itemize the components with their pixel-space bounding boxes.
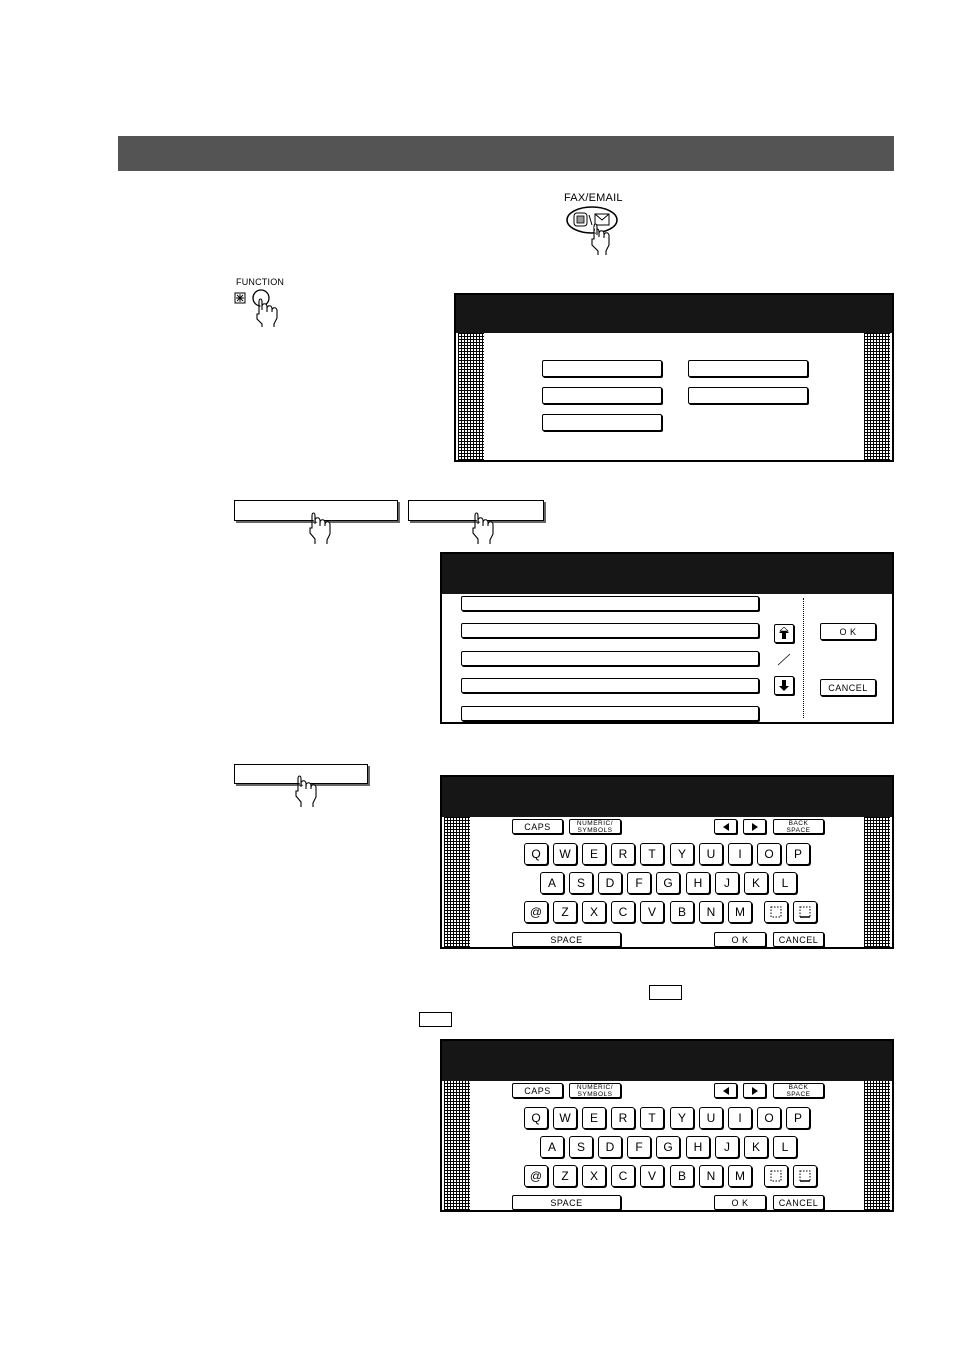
key-x[interactable]: X xyxy=(582,1165,606,1187)
key-p[interactable]: P xyxy=(786,843,810,865)
numeric-label: NUMERIC/ xyxy=(576,1083,614,1091)
key-o[interactable]: O xyxy=(757,843,781,865)
divider xyxy=(803,598,804,718)
list-field-3[interactable] xyxy=(461,651,759,666)
underscore-key[interactable] xyxy=(793,901,817,923)
right-hatch xyxy=(864,1081,890,1210)
key-v[interactable]: V xyxy=(640,901,664,923)
key-k[interactable]: K xyxy=(744,1136,768,1158)
key-k[interactable]: K xyxy=(744,872,768,894)
key-z[interactable]: Z xyxy=(553,1165,577,1187)
cursor-left-button[interactable] xyxy=(714,1083,737,1098)
key-t[interactable]: T xyxy=(640,843,664,865)
list-field-1[interactable] xyxy=(461,596,759,611)
key-b[interactable]: B xyxy=(670,1165,694,1187)
caps-button[interactable]: CAPS xyxy=(512,1083,563,1098)
cursor-left-button[interactable] xyxy=(714,819,737,834)
left-triangle-icon xyxy=(721,1086,731,1096)
right-hatch xyxy=(864,817,890,947)
right-hatch xyxy=(864,333,890,460)
function-label: FUNCTION xyxy=(236,277,285,287)
back-space-button[interactable] xyxy=(773,819,824,834)
fax-email-label: FAX/EMAIL xyxy=(564,192,623,204)
key-i[interactable]: I xyxy=(728,1107,752,1129)
left-triangle-icon xyxy=(721,822,731,832)
key-s[interactable]: S xyxy=(569,1136,593,1158)
key-t[interactable]: T xyxy=(640,1107,664,1129)
key-w[interactable]: W xyxy=(553,843,577,865)
function-key[interactable] xyxy=(234,287,294,327)
left-hatch xyxy=(444,817,470,947)
key-c[interactable]: C xyxy=(611,1165,635,1187)
key-y[interactable]: Y xyxy=(670,1107,694,1129)
key-u[interactable]: U xyxy=(699,1107,723,1129)
key-j[interactable]: J xyxy=(715,1136,739,1158)
ok-button[interactable]: O K xyxy=(820,623,876,640)
key-v[interactable]: V xyxy=(640,1165,664,1187)
key-n[interactable]: N xyxy=(699,901,723,923)
left-hatch xyxy=(444,1081,470,1210)
caps-button[interactable]: CAPS xyxy=(512,819,563,834)
space-button[interactable]: SPACE xyxy=(512,1195,621,1210)
key-u[interactable]: U xyxy=(699,843,723,865)
dotted-square-key[interactable] xyxy=(764,901,788,923)
symbols-label: SYMBOLS xyxy=(577,826,613,834)
space-label: SPACE xyxy=(786,1090,811,1098)
key-l[interactable]: L xyxy=(773,1136,797,1158)
scroll-down-button[interactable] xyxy=(774,676,794,695)
key-at[interactable]: @ xyxy=(524,901,548,923)
screen-title-bar xyxy=(442,777,892,817)
inline-key-box xyxy=(419,1012,452,1027)
numeric-symbols-button[interactable] xyxy=(569,819,621,834)
inline-key-box xyxy=(649,985,682,1000)
back-space-button[interactable] xyxy=(773,1083,824,1098)
function-menu-screen xyxy=(454,293,894,462)
underscore-key[interactable] xyxy=(793,1165,817,1187)
key-h[interactable]: H xyxy=(686,872,710,894)
underscore-icon xyxy=(799,1170,811,1182)
key-x[interactable]: X xyxy=(582,901,606,923)
back-label: BACK xyxy=(788,1083,809,1091)
key-r[interactable]: R xyxy=(611,843,635,865)
page-indicator xyxy=(775,647,793,672)
key-l[interactable]: L xyxy=(773,872,797,894)
left-hatch xyxy=(458,333,484,460)
underscore-icon xyxy=(799,906,811,918)
dotted-square-icon xyxy=(770,1170,782,1182)
cancel-button[interactable]: CANCEL xyxy=(773,932,824,947)
key-p[interactable]: P xyxy=(786,1107,810,1129)
menu-button-2[interactable] xyxy=(542,387,662,404)
dotted-square-key[interactable] xyxy=(764,1165,788,1187)
screen-title-bar xyxy=(442,1041,892,1081)
menu-button-4[interactable] xyxy=(688,360,808,377)
key-f[interactable]: F xyxy=(627,872,651,894)
list-screen xyxy=(440,552,894,724)
key-s[interactable]: S xyxy=(569,872,593,894)
key-q[interactable]: Q xyxy=(524,843,548,865)
menu-button-3[interactable] xyxy=(542,414,662,431)
key-i[interactable]: I xyxy=(728,843,752,865)
key-o[interactable]: O xyxy=(757,1107,781,1129)
key-y[interactable]: Y xyxy=(670,843,694,865)
screen-title-bar xyxy=(442,554,892,594)
key-a[interactable]: A xyxy=(540,872,564,894)
ok-button[interactable]: O K xyxy=(714,932,766,947)
menu-button-5[interactable] xyxy=(688,387,808,404)
key-z[interactable]: Z xyxy=(553,901,577,923)
key-at[interactable]: @ xyxy=(524,1165,548,1187)
cancel-button[interactable]: CANCEL xyxy=(820,679,876,696)
right-triangle-icon xyxy=(750,1086,760,1096)
double-up-arrow-icon xyxy=(778,627,790,640)
key-w[interactable]: W xyxy=(553,1107,577,1129)
key-m[interactable]: M xyxy=(728,1165,752,1187)
key-f[interactable]: F xyxy=(627,1136,651,1158)
key-d[interactable]: D xyxy=(598,1136,622,1158)
ok-button[interactable]: O K xyxy=(714,1195,766,1210)
key-q[interactable]: Q xyxy=(524,1107,548,1129)
key-a[interactable]: A xyxy=(540,1136,564,1158)
key-m[interactable]: M xyxy=(728,901,752,923)
list-field-2[interactable] xyxy=(461,623,759,638)
numeric-symbols-button[interactable] xyxy=(569,1083,621,1098)
key-h[interactable]: H xyxy=(686,1136,710,1158)
back-label: BACK xyxy=(788,819,809,827)
pointing-hand-icon xyxy=(292,775,322,807)
key-j[interactable]: J xyxy=(715,872,739,894)
key-r[interactable]: R xyxy=(611,1107,635,1129)
section-header-bar xyxy=(118,136,894,171)
key-b[interactable]: B xyxy=(670,901,694,923)
list-field-4[interactable] xyxy=(461,678,759,693)
menu-button-1[interactable] xyxy=(542,360,662,377)
key-g[interactable]: G xyxy=(656,1136,680,1158)
space-label: SPACE xyxy=(786,826,811,834)
space-button[interactable]: SPACE xyxy=(512,932,621,947)
key-c[interactable]: C xyxy=(611,901,635,923)
screen-title-bar xyxy=(456,295,892,333)
pointing-hand-icon xyxy=(306,512,336,544)
cursor-right-button[interactable] xyxy=(743,819,766,834)
dotted-square-icon xyxy=(770,906,782,918)
key-e[interactable]: E xyxy=(582,1107,606,1129)
right-triangle-icon xyxy=(750,822,760,832)
numeric-label: NUMERIC/ xyxy=(576,819,614,827)
key-n[interactable]: N xyxy=(699,1165,723,1187)
key-d[interactable]: D xyxy=(598,872,622,894)
cancel-button[interactable]: CANCEL xyxy=(773,1195,824,1210)
keyboard-screen-1 xyxy=(440,775,894,949)
key-e[interactable]: E xyxy=(582,843,606,865)
keyboard-screen-2 xyxy=(440,1039,894,1212)
cursor-right-button[interactable] xyxy=(743,1083,766,1098)
list-field-5[interactable] xyxy=(461,706,759,721)
fax-email-key[interactable] xyxy=(562,205,632,255)
symbols-label: SYMBOLS xyxy=(577,1090,613,1098)
key-g[interactable]: G xyxy=(656,872,680,894)
scroll-up-button[interactable] xyxy=(774,624,794,643)
down-arrow-icon xyxy=(778,679,790,692)
pointing-hand-icon xyxy=(469,512,499,544)
